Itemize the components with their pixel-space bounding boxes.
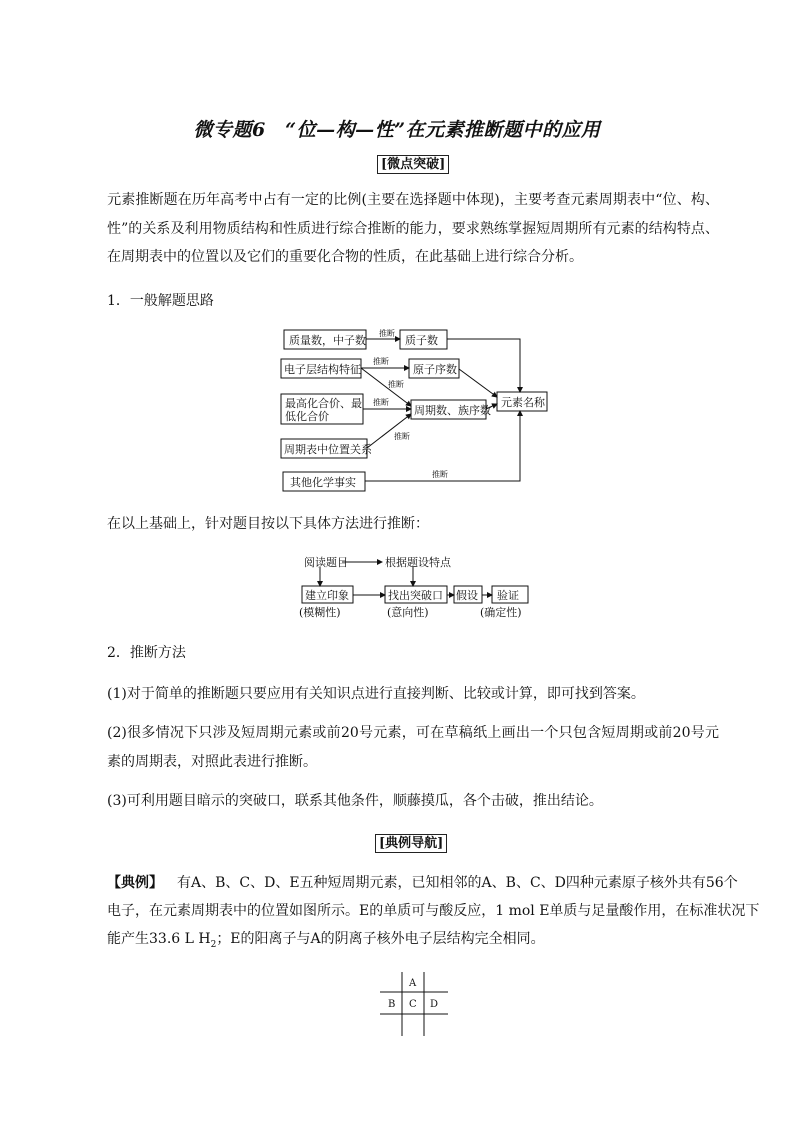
flow1-label-period-group: 周期数、族序数 xyxy=(414,404,491,417)
example-text-3a: 能产生33.6 L H xyxy=(107,931,211,947)
flow1-arrow-label: 推断 xyxy=(432,470,448,479)
method-1: (1)对于简单的推断题只要应用有关知识点进行直接判断、比较或计算，即可找到答案。 xyxy=(107,686,645,702)
method-2: (2)很多情况下只涉及短周期元素或前20号元素，可在草稿纸上画出一个只包含短周期或前20号元素的周期表，对照此表进行推断。 xyxy=(107,725,719,770)
flow2-read-question: 阅读题目 xyxy=(304,556,348,569)
flow2-label-impression: 建立印象 xyxy=(305,589,349,602)
intro-paragraph xyxy=(107,186,719,272)
flow2-note-intent: (意向性) xyxy=(387,606,429,619)
example-text-1: 有A、B、C、D、E五种短周期元素，已知相邻的A、B、C、D四种元素原子核外共有56个 xyxy=(177,875,738,891)
flow2-features: 根据题设特点 xyxy=(385,556,451,569)
example-text-3b: ；E的阳离子与A的阴离子核外电子层结构完全相同。 xyxy=(216,931,545,947)
grid-cell-a: A xyxy=(409,978,417,989)
intro-text: 元素推断题在历年高考中占有一定的比例(主要在选择题中体现)，主要考查元素周期表中“位、构、性”的关系及利用物质结构和性质进行综合推断的能力，要求熟练掌握短周期所有元素的结构特点、在周期表中的位置以及它们的重要化合物的性质，在此基础上进行综合分析。 xyxy=(107,192,719,265)
element-position-grid xyxy=(378,970,450,1038)
flow1-arrow-label: 推断 xyxy=(394,432,410,441)
flow2-label-verify: 验证 xyxy=(497,589,519,602)
example-line-2: 电子，在元素周期表中的位置如图所示。E的单质可与酸反应，1 mol E单质与足量酸作用，在标准状况下 xyxy=(107,903,760,919)
flow1-label-atomic-number: 原子序数 xyxy=(413,363,457,376)
page-title: 微专题6 “位—构—性”在元素推断题中的应用 xyxy=(193,119,601,141)
flow1-label-electron-structure: 电子层结构特征 xyxy=(284,363,361,376)
flow2-note-certain: (确定性) xyxy=(480,606,522,619)
method-3: (3)可利用题目暗示的突破口，联系其他条件，顺藤摸瓜，各个击破，推出结论。 xyxy=(107,793,603,809)
flow1-label-other-facts: 其他化学事实 xyxy=(290,476,356,489)
flow2-label-hypothesis: 假设 xyxy=(456,589,478,602)
flow1-arrow-label: 推断 xyxy=(379,329,395,338)
flow1-label-position: 周期表中位置关系 xyxy=(284,443,372,456)
flow1-label-element-name: 元素名称 xyxy=(501,396,545,409)
section-heading-1: 1．一般解题思路 xyxy=(107,293,214,309)
flow1-arrow-label: 推断 xyxy=(373,357,389,366)
flow1-label-valence-2: 低化合价 xyxy=(285,410,329,423)
flow1-arrow-label: 推断 xyxy=(388,380,404,389)
section-badge-examples: [典例导航] xyxy=(375,834,447,853)
example-line-3 xyxy=(107,929,545,955)
flow1-label-valence-1: 最高化合价、最 xyxy=(285,397,362,410)
grid-cell-d: D xyxy=(430,999,439,1010)
example-line-1 xyxy=(107,873,738,893)
flow1-label-mass-neutron: 质量数，中子数 xyxy=(289,334,366,347)
flow2-note-fuzzy: (模糊性) xyxy=(299,606,341,619)
section-badge-micro-points: [微点突破] xyxy=(377,155,449,174)
flow2-label-breakthrough: 找出突破口 xyxy=(388,589,443,602)
inference-method-flowchart xyxy=(290,550,540,622)
solving-approach-flowchart xyxy=(270,322,560,494)
example-label: 【典例】 xyxy=(107,875,163,891)
flow1-label-proton: 质子数 xyxy=(405,334,438,347)
grid-cell-b: B xyxy=(388,999,396,1010)
section-heading-2: 2．推断方法 xyxy=(107,645,186,661)
flow1-arrow-label: 推断 xyxy=(373,398,389,407)
method-intro-line: 在以上基础上，针对题目按以下具体方法进行推断： xyxy=(107,516,429,532)
grid-cell-c: C xyxy=(409,999,417,1010)
example-subscript: 2 xyxy=(210,939,217,950)
